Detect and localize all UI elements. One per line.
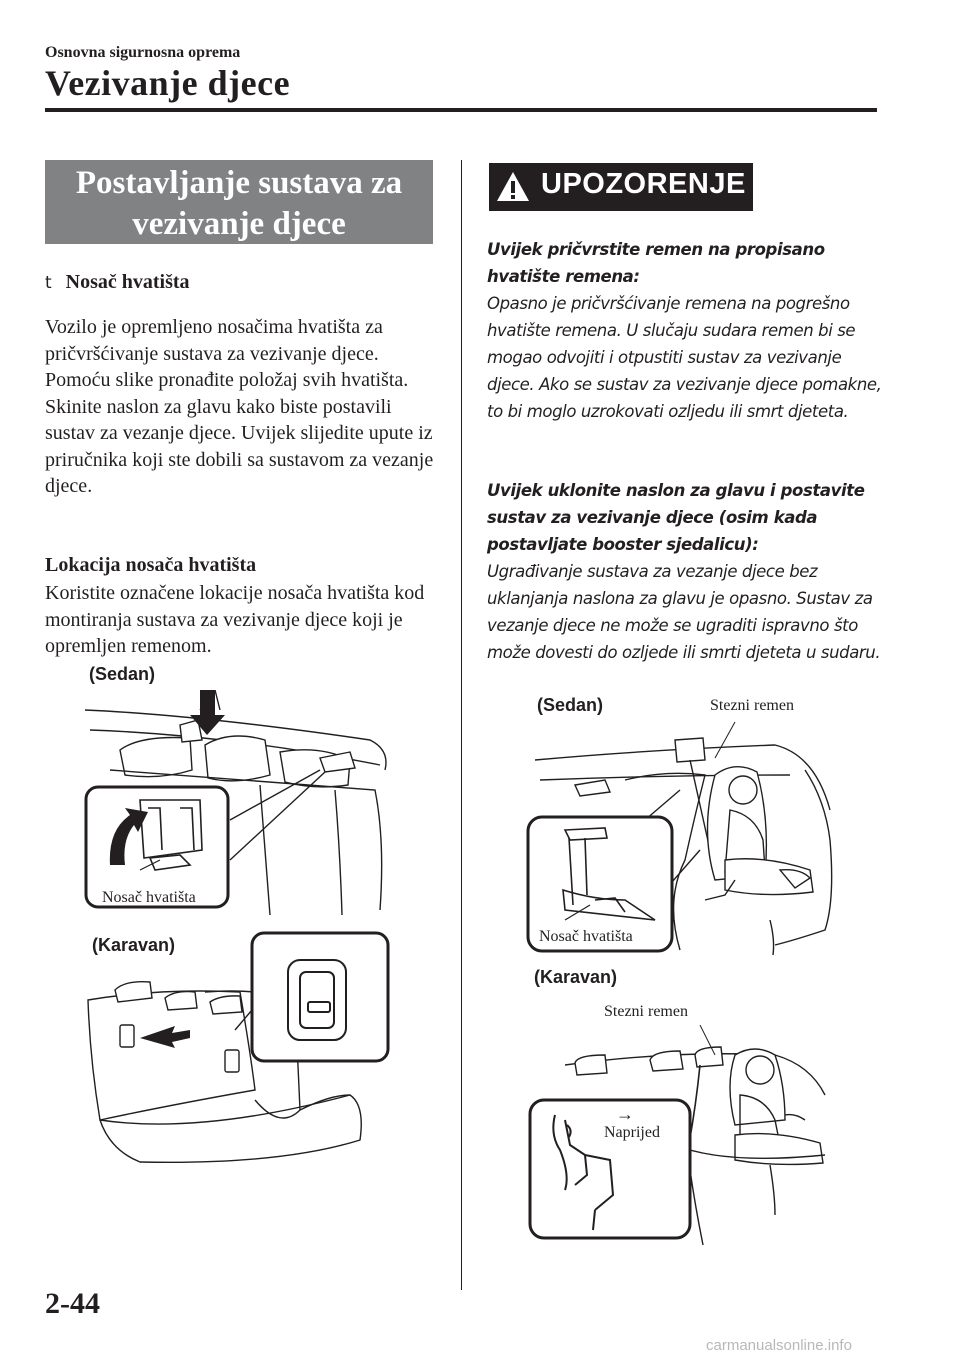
body-paragraph-1: Vozilo je opremljeno nosačima hvatišta za pričvršćivanje sustava za vezivanje djece. Pomoću slike pronađite položaj svih hvatišta. Skinite naslon za glavu kako biste postavili sustav za vezanje djece. Uvijek slijedite upute iz priručnika koji ste dobili sa sustavom za vezanje djece. xyxy=(45,316,434,497)
page-title: Vezivanje djece xyxy=(45,63,291,103)
section-title-line2: vezivanje djece xyxy=(132,206,346,242)
sub-heading xyxy=(45,271,190,294)
strap-callout: Stezni remen xyxy=(710,697,794,714)
warning2-text: Ugrađivanje sustava za vezanje djece bez uklanjanja naslona za glavu je opasno. Sustav za vezanje djece ne može se ugraditi ispravno što može dovesti do ozljede ili smrti djeteta u sudaru. xyxy=(487,562,881,662)
section-title-box xyxy=(45,160,433,244)
location-heading: Lokacija nosača hvatišta xyxy=(45,554,257,576)
sedan-rear-seat-illustration xyxy=(80,690,410,920)
sub-heading-text: Nosač hvatišta xyxy=(65,271,190,293)
warning1-heading: Uvijek pričvrstite remen na propisano hvatište remena: xyxy=(487,240,825,286)
header-rule xyxy=(45,108,877,112)
strap-callout-2: Stezni remen xyxy=(604,1003,688,1020)
anchor-callout: Nosač hvatišta xyxy=(102,889,196,906)
column-divider xyxy=(461,160,462,1290)
figure2-sedan-label: (Sedan) xyxy=(537,695,604,715)
watermark: carmanualsonline.info xyxy=(706,1337,852,1354)
section-name: Osnovna sigurnosna oprema xyxy=(45,44,241,61)
forward-callout: Naprijed xyxy=(604,1124,660,1141)
warning-title: UPOZORENJE xyxy=(541,168,746,200)
warning-banner xyxy=(489,163,753,211)
sedan-child-seat-illustration xyxy=(525,720,845,960)
wagon-child-seat-illustration xyxy=(525,1025,845,1250)
warning1-text: Opasno je pričvršćivanje remena na pogrešno hvatište remena. U slučaju sudara remen bi se mogao odvojiti i otpustiti sustav za vezivanje djece. Ako se sustav za vezivanje djece pomakne, to bi moglo uzrokovati ozljedu ili smrt djeteta. xyxy=(487,294,882,421)
figure1-sedan-label: (Sedan) xyxy=(89,664,156,684)
figure1-wagon-label: (Karavan) xyxy=(92,935,176,955)
anchor-callout-2: Nosač hvatišta xyxy=(539,928,633,945)
bullet-marker: t xyxy=(45,273,52,293)
warning-triangle-icon xyxy=(495,170,531,204)
figure2-wagon-label: (Karavan) xyxy=(534,967,618,987)
forward-arrow-icon: → xyxy=(616,1104,634,1124)
page-number: 2-44 xyxy=(45,1287,100,1320)
section-title-line1: Postavljanje sustava za xyxy=(75,165,403,201)
body-paragraph-2: Koristite označene lokacije nosača hvatišta kod montiranja sustava za vezivanje djece koji je opremljen remenom. xyxy=(45,582,425,657)
wagon-rear-seat-illustration xyxy=(80,930,420,1170)
warning2-heading: Uvijek uklonite naslon za glavu i postavite sustav za vezivanje djece (osim kada postavljate booster sjedalicu): xyxy=(487,481,865,554)
